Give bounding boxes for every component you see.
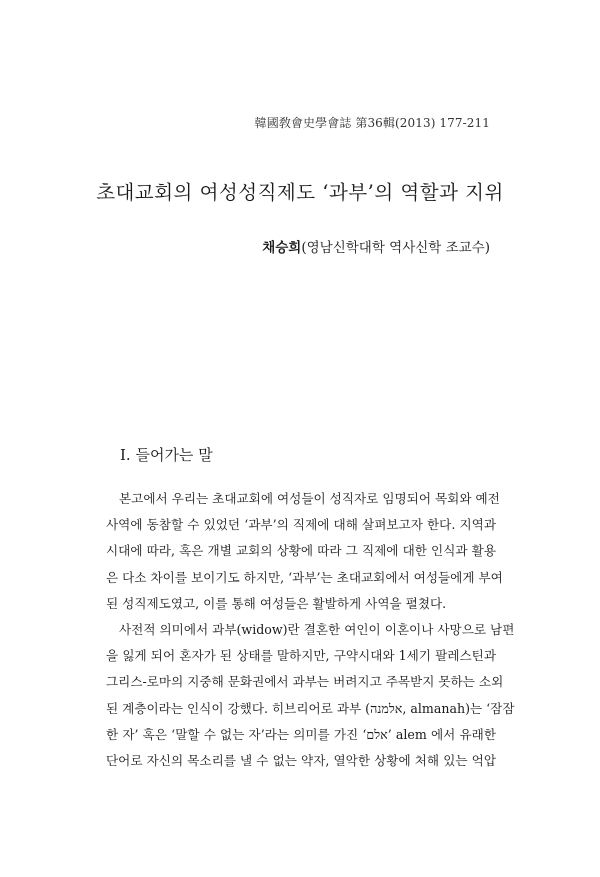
paper-title: 초대교회의 여성성직제도 ‘과부’의 역할과 지위	[96, 181, 504, 204]
journal-header: 韓國敎會史學會誌 第36輯(2013) 177-211	[254, 116, 490, 130]
text-line: 된 계층이라는 인식이 강했다. 히브리어로 과부 (אלמנה, almanah)는 ‘잠잠	[106, 700, 515, 716]
text-line: 된 성직제도였고, 이를 통해 여성들은 활발하게 사역을 펼쳤다.	[106, 595, 447, 611]
author-line	[262, 236, 490, 256]
author-name: 채승희	[262, 240, 302, 256]
section-heading: Ⅰ. 들어가는 말	[120, 446, 213, 464]
text-line: 단어로 자신의 목소리를 낼 수 없는 약자, 열악한 상황에 처해 있는 억압	[106, 753, 496, 769]
text-line: 은 다소 차이를 보이기도 하지만, ‘과부’는 초대교회에서 여성들에게 부여	[106, 569, 503, 585]
text-line: 한 자’ 혹은 ‘말할 수 없는 자’라는 의미를 가진 ‘אלם’ alem 에서 유래한	[106, 726, 497, 742]
paragraph	[106, 617, 515, 774]
paragraph	[106, 486, 503, 617]
text-line: 시대에 따라, 혹은 개별 교회의 상황에 따라 그 직제에 대한 인식과 활용	[106, 543, 496, 559]
text-line: 사역에 동참할 수 있었던 ‘과부’의 직제에 대해 살펴보고자 한다. 지역과	[106, 517, 496, 533]
text-line: 을 잃게 되어 혼자가 된 상태를 말하지만, 구약시대와 1세기 팔레스틴과	[106, 648, 496, 664]
body-text	[106, 486, 515, 774]
text-line: 그리스-로마의 지중해 문화권에서 과부는 버려지고 주목받지 못하는 소외	[106, 674, 504, 690]
text-line: 본고에서 우리는 초대교회에 여성들이 성직자로 임명되어 목회와 예전	[119, 491, 500, 506]
text-line: 사전적 의미에서 과부(widow)란 결혼한 여인이 이혼이나 사망으로 남편	[119, 622, 515, 638]
author-affiliation: (영남신학대학 역사신학 조교수)	[301, 240, 490, 256]
